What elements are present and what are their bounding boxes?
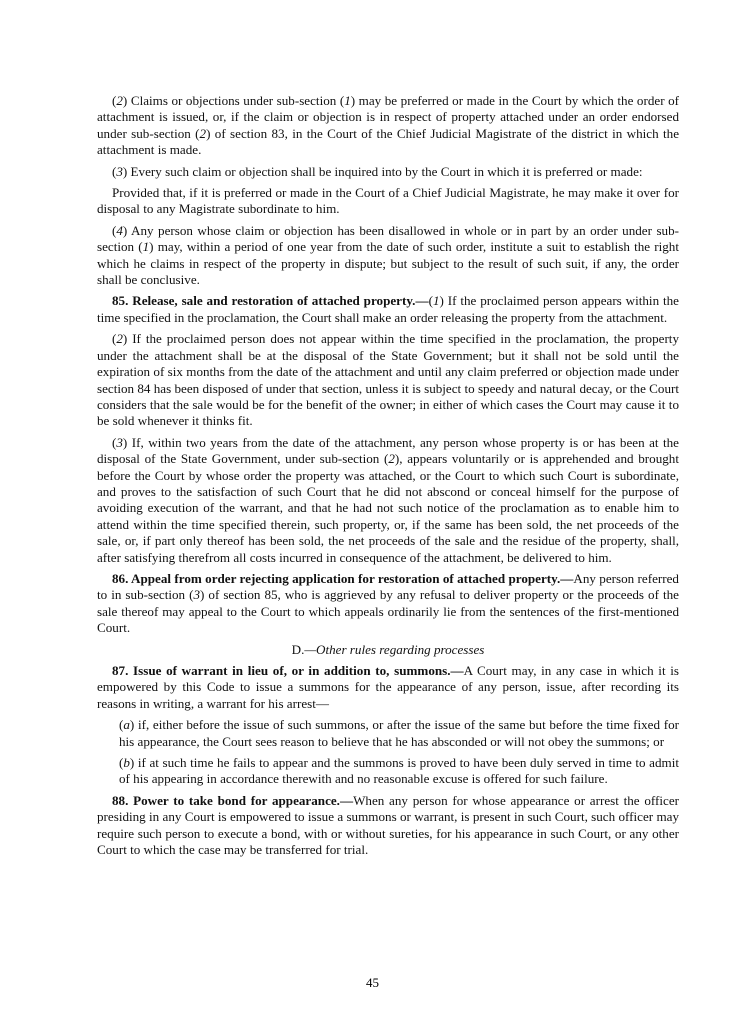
paragraph <box>97 185 679 218</box>
text-run: ) of section 85, who is aggrieved by any refusal to deliver property or the proceeds of the sale thereof may appeal to the Court to which appeals ordinarily lie from the sentences of the first-mentioned Court. <box>97 587 679 636</box>
text-run: ) if, either before the issue of such summons, or after the issue of the same but before the time fixed for his appearance, the Court sees reason to believe that he has absconded or will not obey the summons; or <box>119 717 679 749</box>
text-run: ( <box>428 293 433 309</box>
section-subheading <box>97 642 679 658</box>
section-heading: 85. Release, sale and restoration of attached property.— <box>112 293 429 309</box>
text-run: ) may be preferred or made in the Court by which the order of attachment is issued, or, if the claim or objection is in respect of property attached under an order endorsed under sub-section ( <box>97 93 680 141</box>
paragraph <box>97 793 679 859</box>
paragraph <box>97 663 679 712</box>
italic-text: 3 <box>193 587 201 603</box>
text-run: ( <box>112 93 117 108</box>
text-run: ), appears voluntarily or is apprehended and brought before the Court by whose order the property was attached, or the Court to which such Court is subordinate, and proves to the satisfaction of such Court that he did not abscond or conceal himself for the purpose of avoiding execution of the warrant, and that he had not such notice of the proclamation as to enable him to attend within the time specified therein, such property, or, if the same has been sold, the net proceeds of the sale, or, if part only thereof has been sold, the net proceeds of the sale and the residue of the property, shall, after satisfying therefrom all costs incurred in consequence of the attachment, be delivered to him. <box>97 451 679 565</box>
text-run: When any person for whose appearance or arrest the officer presiding in any Court is empowered to issue a summons or warrant, is present in such Court, such officer may require such person to execute a bond, with or without sureties, for his appearance in such Court, or any other Court to which the case may be transferred for trial. <box>97 792 679 858</box>
clause-paragraph <box>119 717 679 750</box>
text-run: ( <box>112 331 117 347</box>
text-run: Provided that, if it is preferred or made in the Court of a Chief Judicial Magistrate, he may make it over for disposal to any Magistrate subordinate to him. <box>97 185 679 217</box>
text-run: ) Claims or objections under sub-section ( <box>122 93 345 108</box>
italic-text: 2 <box>116 331 123 347</box>
italic-text: a <box>123 717 130 733</box>
text-run: ( <box>112 434 117 450</box>
text-run: ) Any person whose claim or objection has been disallowed in whole or in part by an order under sub-section ( <box>97 222 679 255</box>
text-run: ) If the proclaimed person appears within the time specified in the proclamation, the Court shall make an order releasing the property from the attachment. <box>97 293 679 325</box>
text-run: ( <box>119 717 124 733</box>
text-run: Any person referred to in sub-section ( <box>97 570 679 603</box>
section-heading: 87. Issue of warrant in lieu of, or in addition to, summons.— <box>112 663 464 678</box>
page-number: 45 <box>366 975 379 990</box>
paragraph <box>97 571 679 637</box>
section-heading: 88. Power to take bond for appearance.— <box>112 792 354 808</box>
paragraph <box>97 164 679 180</box>
italic-text: 1 <box>432 293 440 309</box>
text-run: ) Every such claim or objection shall be inquired into by the Court in which it is preferred or made: <box>122 163 643 179</box>
italic-text: 3 <box>116 434 123 450</box>
text-run: ) if at such time he fails to appear and the summons is proved to have been duly served in time to admit of his appearing in accordance therewith and no reasonable excuse is offered for such failure. <box>119 755 679 787</box>
paragraph <box>97 223 679 289</box>
text-run: A Court may, in any case in which it is empowered by this Code to issue a summons for the appearance of any person, issue, after recording its reasons in writing, a warrant for his arrest— <box>97 663 679 711</box>
clause-paragraph <box>119 755 679 788</box>
italic-text: 4 <box>116 222 123 238</box>
italic-text: b <box>123 755 130 771</box>
paragraph <box>97 293 679 326</box>
text-run: ) If, within two years from the date of the attachment, any person whose property is or has been at the disposal of the State Government, under sub-section ( <box>97 434 679 467</box>
text-run: ( <box>112 222 117 238</box>
text-run: ( <box>112 163 117 179</box>
text-run: ) may, within a period of one year from the date of such order, institute a suit to establish the right which he claims in respect of the property in dispute; but subject to the result of such suit, if any, the order shall be conclusive. <box>97 239 679 288</box>
italic-text: —Other rules regarding processes <box>304 641 485 657</box>
section-heading: 86. Appeal from order rejecting application for restoration of attached property.— <box>112 570 574 586</box>
body-text <box>97 93 679 858</box>
paragraph <box>97 435 679 566</box>
paragraph <box>97 93 679 159</box>
italic-text: 2 <box>116 93 123 108</box>
paragraph <box>97 331 679 429</box>
text-run: D. <box>291 641 305 657</box>
italic-text: 2 <box>388 451 395 467</box>
text-run: ( <box>119 755 124 771</box>
italic-text: 1 <box>344 93 351 108</box>
italic-text: 3 <box>116 163 123 179</box>
text-run: ) of section 83, in the Court of the Chief Judicial Magistrate of the district in which the attachment is made. <box>97 125 680 158</box>
italic-text: 1 <box>142 239 150 255</box>
text-run: ) If the proclaimed person does not appear within the time specified in the proclamation, the property under the attachment shall be at the disposal of the State Government; but it shall not be sold until the expiration of six months from the date of the attachment and until any claim preferred or objection made under section 84 has been disposed of under that section, unless it is subject to speedy and natural decay, or the Court considers that the sale would be for the benefit of the owner; in either of which cases the Court may cause it to be sold whenever it thinks fit. <box>97 331 679 429</box>
italic-text: 2 <box>199 125 207 141</box>
